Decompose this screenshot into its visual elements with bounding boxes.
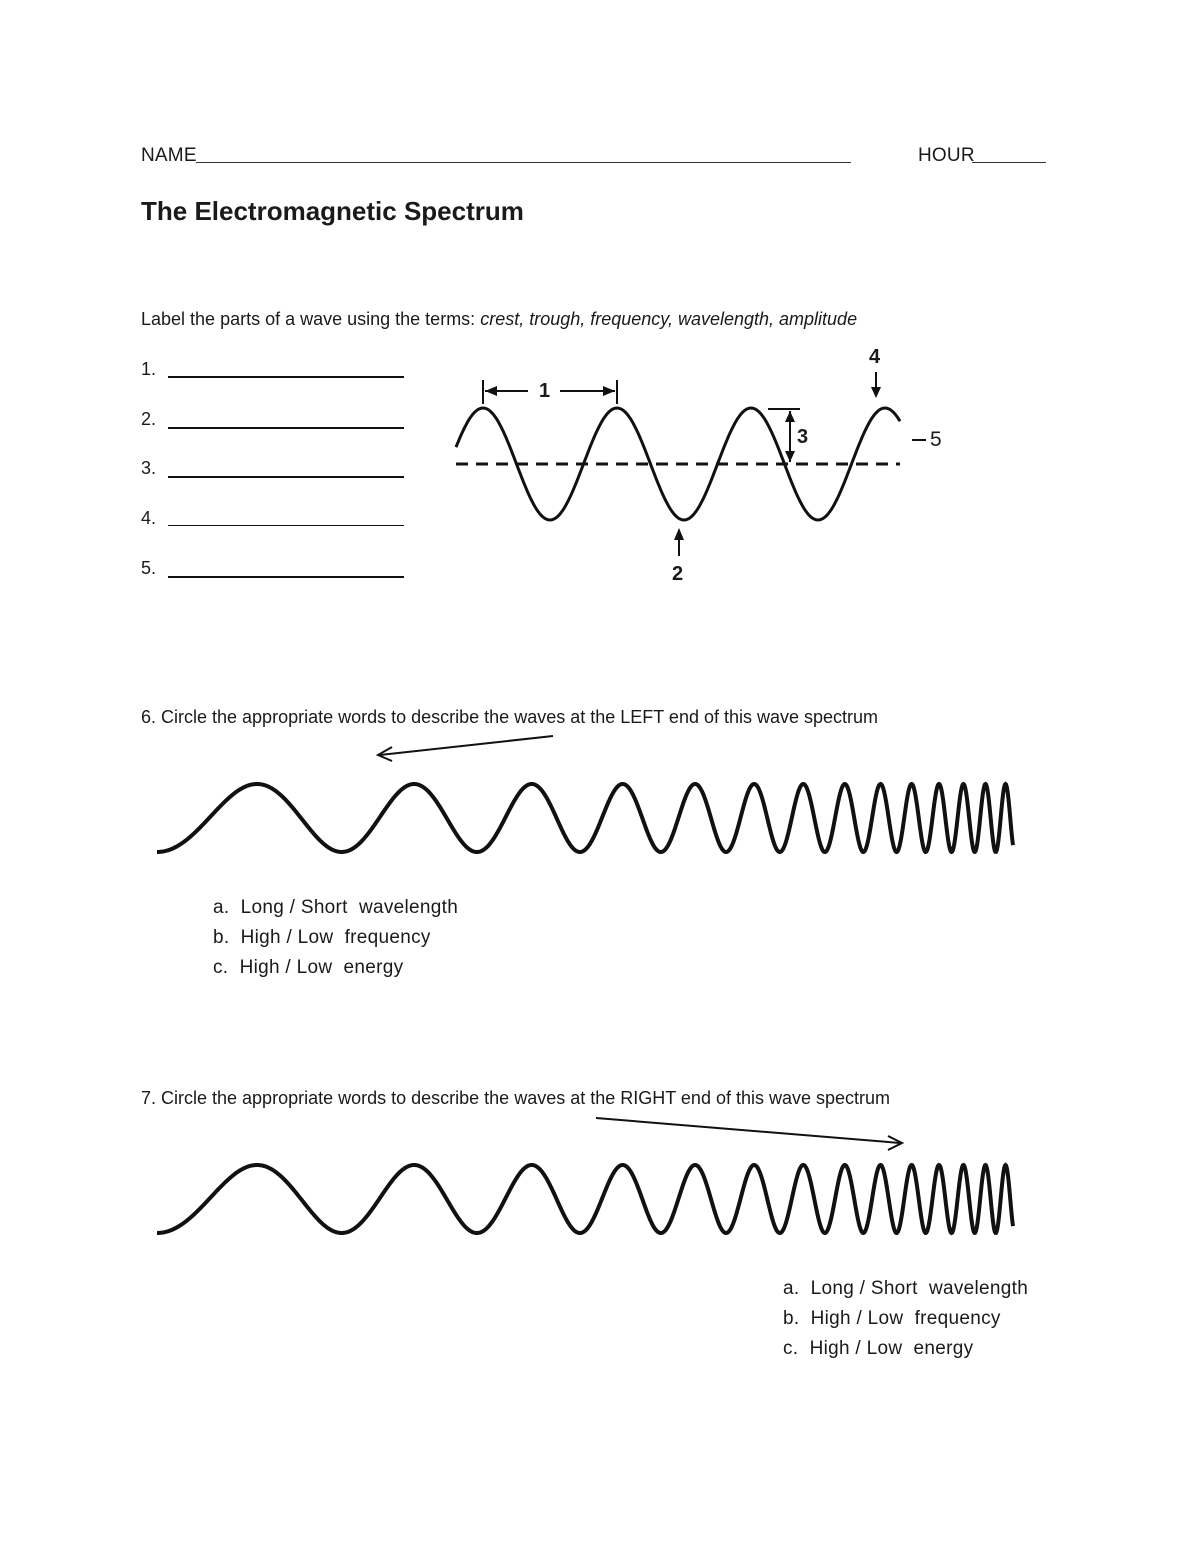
hour-label: HOUR: [918, 145, 975, 166]
q7-c-choice-low[interactable]: Low: [866, 1338, 903, 1359]
q7-a-choice-short[interactable]: Short: [870, 1278, 918, 1299]
answer-blank-4[interactable]: [168, 525, 404, 526]
blank-number-3: 3.: [141, 458, 157, 478]
label-instructions: [141, 309, 857, 330]
q6-a-choice-long[interactable]: Long: [240, 897, 285, 918]
hour-field-line[interactable]: [972, 162, 1046, 163]
blank-number-2: 2.: [141, 409, 157, 429]
blank-number-1: 1.: [141, 359, 157, 379]
spectrum-wave-7: [157, 1165, 1013, 1233]
wave-label-1: 1: [539, 380, 551, 402]
q7-b-term: frequency: [914, 1308, 1001, 1329]
q6-b-letter: b.: [213, 927, 230, 948]
q7-option-b: b. High / Low frequency: [783, 1308, 1001, 1329]
q7-c-term: energy: [913, 1338, 974, 1359]
q7-a-letter: a.: [783, 1278, 800, 1299]
q6-a-term: wavelength: [358, 897, 459, 918]
q7-option-a: a. Long / Short wavelength: [783, 1278, 1029, 1299]
q6-a-letter: a.: [213, 897, 230, 918]
q6-option-b: b. High / Low frequency: [213, 927, 431, 948]
q6-b-term: frequency: [344, 927, 431, 948]
q7-b-letter: b.: [783, 1308, 800, 1329]
answer-blank-1[interactable]: [168, 376, 404, 378]
wave-label-2: 2: [672, 563, 684, 585]
answer-blank-2[interactable]: [168, 427, 404, 429]
labeled-wave-curve: [456, 408, 900, 520]
q7-b-choice-low[interactable]: Low: [867, 1308, 904, 1329]
q6-c-letter: c.: [213, 957, 229, 978]
spectrum-wave-6: [157, 784, 1013, 852]
q6-b-choice-low[interactable]: Low: [297, 927, 334, 948]
q7-a-term: wavelength: [928, 1278, 1029, 1299]
q6-c-choice-high[interactable]: High: [239, 957, 280, 978]
q6-a-choice-short[interactable]: Short: [300, 897, 348, 918]
name-label: NAME: [141, 145, 197, 166]
question-6-text: 6. Circle the appropriate words to describe the waves at the LEFT end of this wave spectrum: [141, 707, 879, 727]
q6-option-c: c. High / Low energy: [213, 957, 404, 978]
instructions-prefix: Label the parts of a wave using the terms:: [141, 309, 476, 329]
blank-number-4: 4.: [141, 508, 157, 528]
right-direction-arrow: [596, 1118, 900, 1143]
wave-label-3: 3: [797, 426, 809, 448]
instructions-terms: crest, trough, frequency, wavelength, amplitude: [480, 309, 858, 329]
wave-label-5: 5: [930, 428, 942, 451]
q7-option-c: c. High / Low energy: [783, 1338, 974, 1359]
page-title: The Electromagnetic Spectrum: [141, 196, 524, 226]
q6-c-choice-low[interactable]: Low: [296, 957, 333, 978]
blank-number-5: 5.: [141, 558, 157, 578]
q6-option-a: a. Long / Short wavelength: [213, 897, 459, 918]
wave-label-4: 4: [869, 346, 881, 368]
q7-b-choice-high[interactable]: High: [810, 1308, 851, 1329]
q7-c-choice-high[interactable]: High: [809, 1338, 850, 1359]
q7-c-letter: c.: [783, 1338, 799, 1359]
q6-b-choice-high[interactable]: High: [240, 927, 281, 948]
q6-c-term: energy: [343, 957, 404, 978]
left-direction-arrow: [380, 736, 553, 755]
answer-blank-3[interactable]: [168, 476, 404, 478]
answer-blank-5[interactable]: [168, 576, 404, 578]
q7-a-choice-long[interactable]: Long: [810, 1278, 855, 1299]
name-field-line[interactable]: [196, 162, 851, 163]
question-7-text: 7. Circle the appropriate words to describe the waves at the RIGHT end of this wave spectrum: [141, 1088, 891, 1108]
